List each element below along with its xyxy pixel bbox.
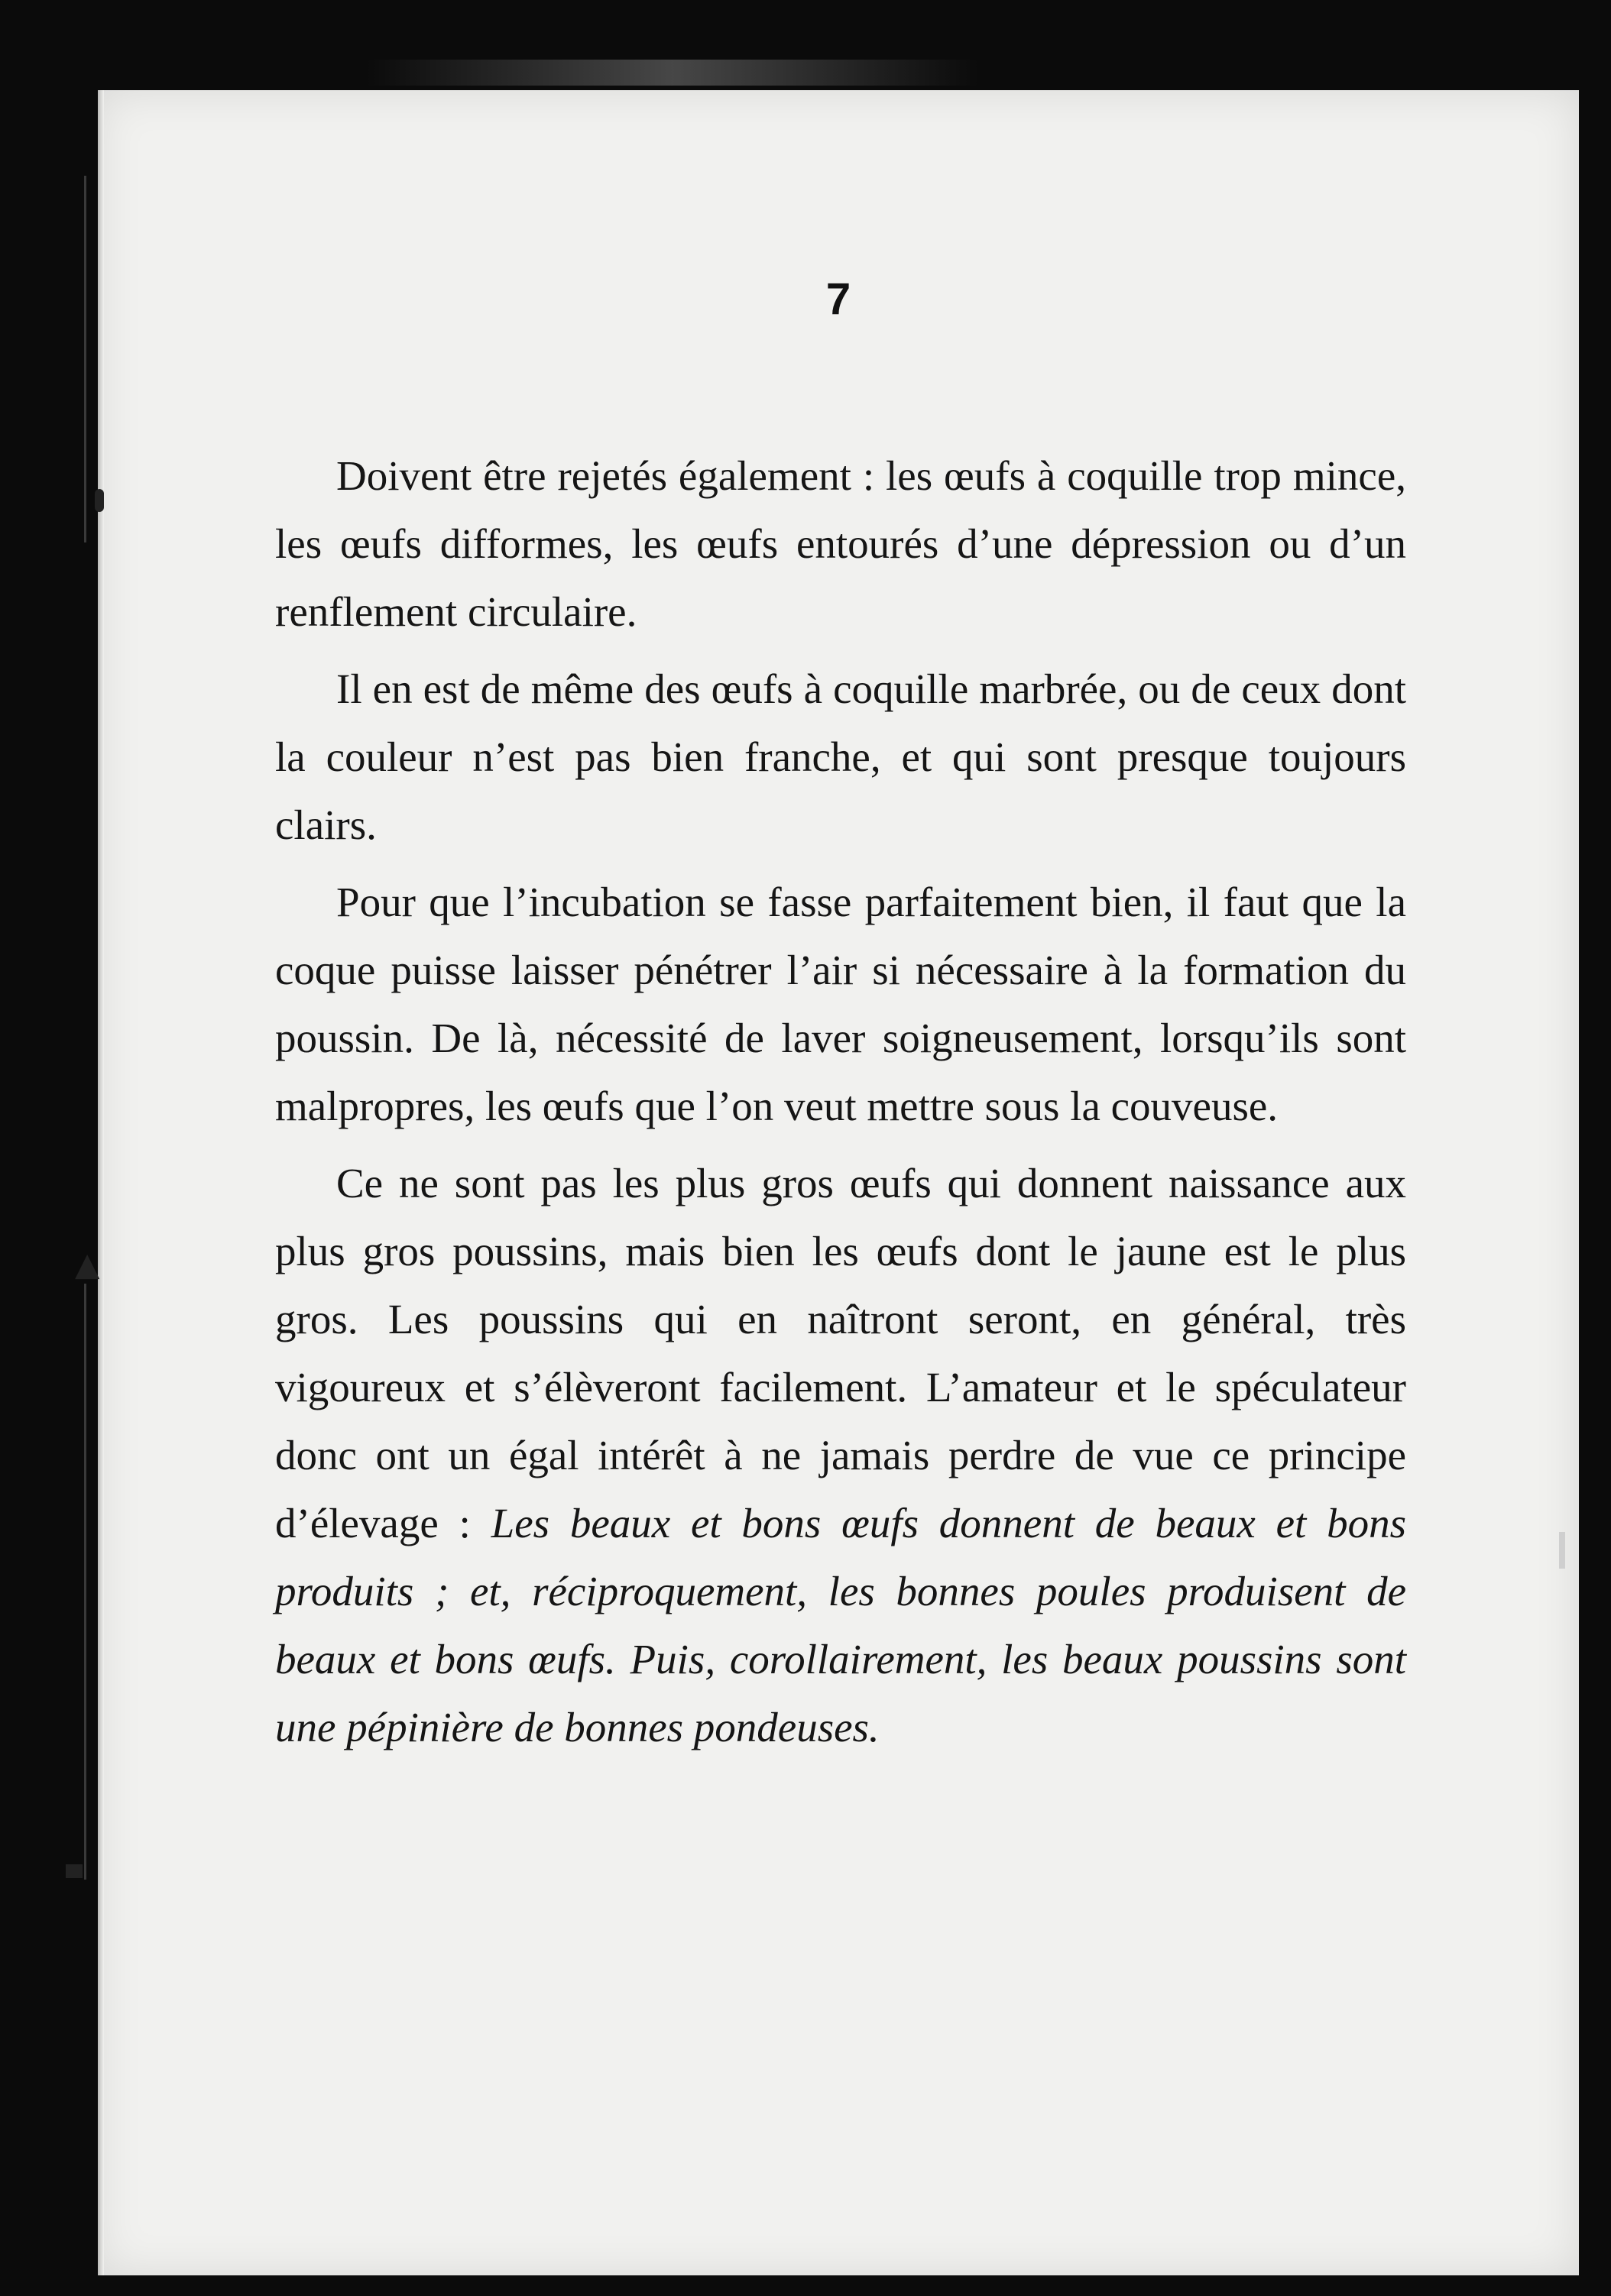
margin-rule-upper <box>84 176 86 542</box>
book-page <box>98 90 1579 2275</box>
paragraph-1 <box>275 442 1406 646</box>
page-edge-shadow <box>98 90 104 2275</box>
paragraph-4 <box>275 1149 1406 1761</box>
paragraph-2-text: Il en est de même des œufs à coquille marbrée, ou de ceux dont la couleur n’est pas bien franche, et qui sont presque toujours clairs. <box>275 665 1406 848</box>
paragraph-3 <box>275 868 1406 1140</box>
paragraph-4-text: Ce ne sont pas les plus gros œufs qui donnent naissance aux plus gros poussins, mais bien les œufs dont le jaune est le plus gros. Les poussins qui en naîtront seront, en général, très vigoureux et s’élèveront facilement. L’amateur et le spéculateur donc ont un égal intérêt à ne jamais perdre de vue ce principe d’élevage : <box>275 1160 1406 1546</box>
paragraph-3-text: Pour que l’incubation se fasse parfaitement bien, il faut que la coque puisse laisser pénétrer l’air si nécessaire à la formation du poussin. De là, nécessité de laver soigneusement, lorsqu’ils sont malpropres, les œufs que l’on veut mettre sous la couveuse. <box>275 879 1406 1129</box>
breeding-maxim: Les beaux et bons œufs donnent de beaux et bons produits ; et, réciproquement, les bonnes poules produisent de beaux et bons œufs. Puis, corollairement, les beaux poussins sont une pépinière de bonnes pondeuses. <box>275 1500 1406 1750</box>
margin-arrow-mark <box>66 1864 83 1878</box>
scan-top-band <box>367 60 978 86</box>
margin-dot-mark <box>95 489 104 512</box>
paragraph-1-text: Doivent être rejetés également : les œufs à coquille trop mince, les œufs difformes, les œufs entourés d’une dépression ou d’un renflement circulaire. <box>275 452 1406 635</box>
page-number: 7 <box>825 274 851 324</box>
page-body <box>275 442 1406 1761</box>
margin-rule-lower <box>84 1284 86 1880</box>
right-edge-mark <box>1559 1532 1565 1569</box>
paragraph-2 <box>275 655 1406 859</box>
margin-arrow-icon: ▲ <box>75 1245 100 1283</box>
